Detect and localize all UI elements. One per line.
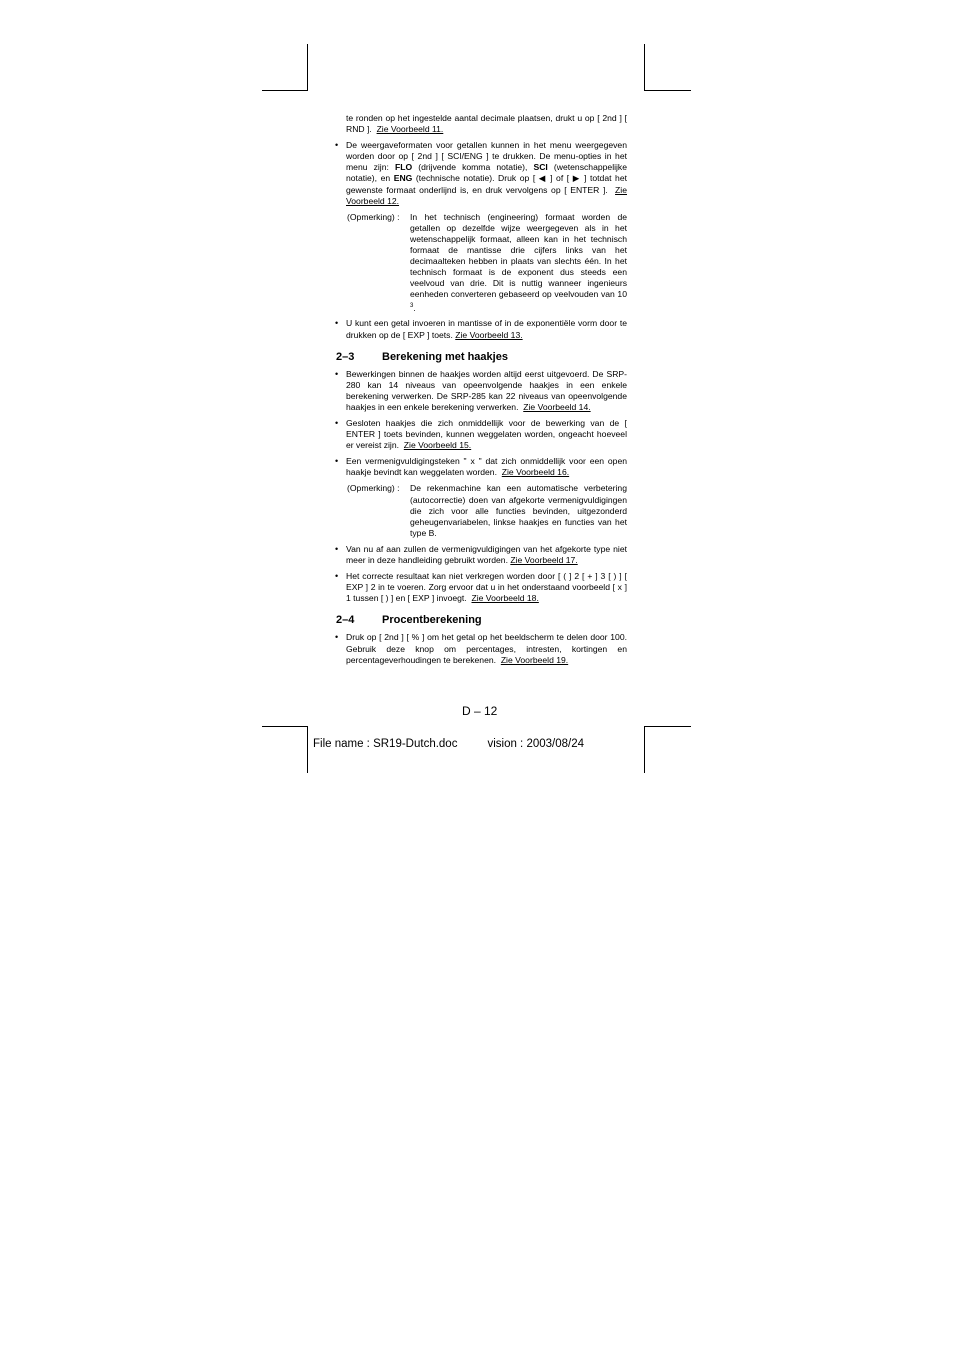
bullet-icon: • [335,456,339,467]
list-item-multiplication-sign [335,456,627,478]
bullet-icon: • [335,543,339,554]
crop-mark-top-right-vertical [644,44,645,91]
note-label: (Opmerking) : [347,483,400,494]
section-title: Procentberekening [382,614,482,627]
abbreviated-text: Van nu af aan zullen de vermenigvuldigingen van het afgekorte type niet meer in deze handleiding gebruikt worden. [346,543,627,566]
note-autocorrection [346,483,627,538]
note-end: . [413,302,416,313]
section-heading-2-4 [336,614,627,627]
section-heading-2-3 [336,351,627,364]
section-title: Berekening met haakjes [382,350,508,363]
note-text: In het technisch (engineering) formaat worden de getallen op dezelfde wijze weergegeven als in het wetenschappelijk formaat, alleen kan in het technisch formaat de mantisse drie cijfers links van het decimaalteken hebben in plaats van slechts één. In het technisch formaat is de exponent dus steeds een veelvoud van drie. Dit is nuttig wanneer ingenieurs eenheden converteren gebaseerd op veelvouden van 10 [410,211,627,300]
note-text: De rekenmachine kan een automatische verbetering (autocorrectie) doen van afgekorte vermenigvuldigingen die zich voor alle functies bevinden, uitgezonderd geheugenvariabelen, linkse haakjes en functies van het type B. [410,483,627,538]
list-item-percent [335,632,627,665]
flo-term: FLO [394,162,413,173]
bullet-icon: • [335,632,339,643]
eng-term: ENG [393,173,413,184]
list-item-abbreviated-multiplication [335,543,627,566]
example-16-link[interactable]: Zie Voorbeeld 16. [501,467,570,478]
bullet-icon: • [335,140,339,151]
crop-mark-bottom-right-horizontal [644,726,691,727]
note-engineering-format [346,212,627,314]
exp-text: U kunt een getal invoeren in mantisse of in de exponentiële vorm door te drukken op de [ EXP ] toets. [346,318,627,340]
footer-filename: File name : SR19-Dutch.doc [313,738,458,750]
section-number: 2–4 [336,614,355,627]
crop-mark-top-left-vertical [307,44,308,91]
page-content [335,113,628,666]
list-item-display-formats [335,140,628,207]
formats-text-1: De weergaveformaten voor getallen kunnen in het menu weergegeven worden door op [ 2nd ] [ SCI/ENG ] te drukken. De menu-opties in het menu zijn: [346,140,627,173]
correct-result-text: Het correcte resultaat kan niet verkregen worden door [ ( ] 2 [ + ] 3 [ ) ] [ EXP ] 2 in te voeren. Zorg ervoor dat u in het onderstaand voorbeeld [ x ] 1 tussen [ ) ] en [ EXP ] invoegt. [346,571,627,604]
intro-text: te ronden op het ingestelde aantal decimale plaatsen, drukt u op [ 2nd ] [ RND ]. [346,113,627,135]
sci-term: SCI [533,162,548,173]
footer [313,738,584,750]
example-11-link[interactable]: Zie Voorbeeld 11. [376,124,444,135]
example-13-link[interactable]: Zie Voorbeeld 13. [455,329,523,340]
note-superscript: 3 [410,302,414,309]
closed-parentheses-text: Gesloten haakjes die zich onmiddellijk voor de bewerking van de [ ENTER ] toets bevinden, kunnen weggelaten worden, ongeacht hoeveel er vereist zijn. [346,418,627,451]
example-15-link[interactable]: Zie Voorbeeld 15. [403,440,472,451]
list-item-closed-parentheses [335,418,627,451]
crop-mark-bottom-left-horizontal [262,726,308,727]
bullet-icon: • [335,368,339,379]
footer-version: vision : 2003/08/24 [487,738,584,750]
page-number: D – 12 [462,704,498,718]
example-18-link[interactable]: Zie Voorbeeld 18. [471,593,539,604]
list-item-parentheses-levels [335,368,627,413]
formats-text-2: (drijvende komma notatie), [412,162,534,173]
formats-text-3: (wetenschappelijke notatie), en [346,162,627,184]
crop-mark-top-left-horizontal [262,90,308,91]
example-14-link[interactable]: Zie Voorbeeld 14. [523,401,591,412]
example-19-link[interactable]: Zie Voorbeeld 19. [500,654,569,665]
crop-mark-top-right-horizontal [644,90,691,91]
parentheses-text: Bewerkingen binnen de haakjes worden altijd eerst uitgevoerd. De SRP-280 kan 14 niveaus van opeenvolgende haakjes in een enkele berekening verwerken. De SRP-285 kan 22 niveaus van opeenvolgende haakjes in een enkele berekening verwerken. [346,368,627,412]
example-12-link[interactable]: Zie Voorbeeld 12. [346,184,627,206]
bullet-icon: • [335,571,339,582]
note-label: (Opmerking) : [347,211,400,222]
multiplication-text: Een vermenigvuldigingsteken " x " dat zich onmiddellijk voor een open haakje bevindt kan weggelaten worden. [346,456,627,478]
crop-mark-bottom-right-vertical [644,726,645,773]
percent-text: Druk op [ 2nd ] [ % ] om het getal op het beeldscherm te delen door 100. Gebruik deze knop om percentages, intresten, kortingen en percentageverhoudingen te berekenen. [346,632,627,665]
section-number: 2–3 [336,350,355,363]
bullet-icon: • [335,318,339,329]
bullet-icon: • [335,418,339,429]
crop-mark-bottom-left-vertical [307,726,308,773]
list-item-correct-result [335,571,627,604]
intro-paragraph [346,113,627,135]
list-item-exponent-entry [335,318,627,340]
example-17-link[interactable]: Zie Voorbeeld 17. [510,555,578,566]
formats-text-4: (technische notatie). Druk op [ ◀ ] of [ ▶ ] totdat het gewenste formaat onderlijnd is, en druk vervolgens op [ ENTER ]. [346,173,628,195]
